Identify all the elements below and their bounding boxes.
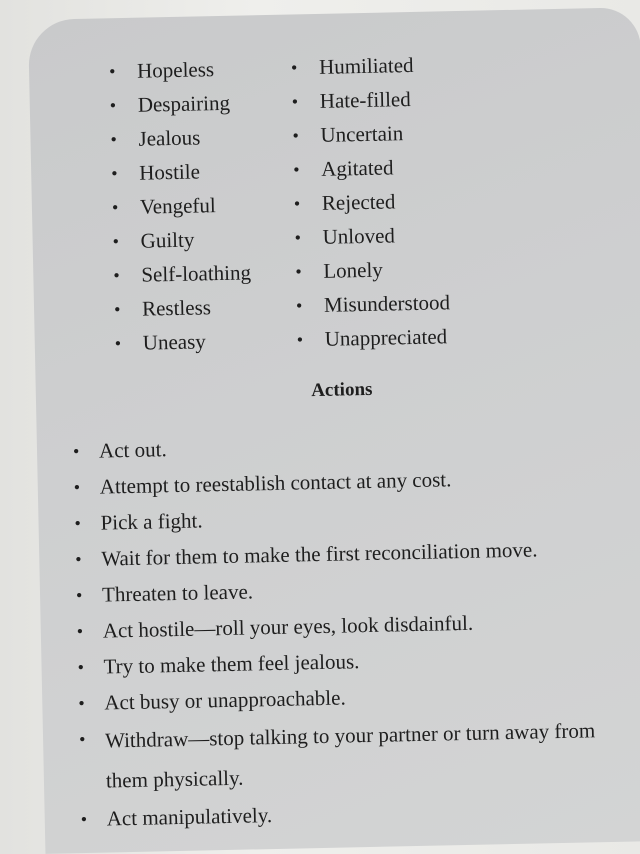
emotion-item	[113, 255, 252, 291]
emotion-item	[109, 85, 247, 121]
action-text: Act busy or unapproachable.	[104, 685, 346, 715]
bullet-icon: •	[109, 95, 117, 116]
bullet-icon: •	[75, 584, 83, 606]
emotion-label: Misunderstood	[323, 290, 451, 317]
emotion-item	[295, 285, 451, 322]
actions-heading: Actions	[310, 378, 373, 402]
bullet-icon: •	[111, 163, 118, 184]
emotions-list	[29, 43, 640, 376]
emotions-right-column	[290, 47, 451, 356]
bullet-icon: •	[113, 299, 121, 320]
emotion-item	[293, 183, 449, 220]
emotion-label: Hate-filled	[319, 87, 411, 113]
bullet-icon: •	[295, 295, 303, 316]
action-text: Withdraw—stop talking to your partner or turn away from them physically.	[104, 718, 596, 793]
emotion-label: Agitated	[320, 155, 394, 181]
bullet-icon: •	[291, 91, 299, 112]
bullet-icon: •	[78, 692, 85, 714]
bullet-icon: •	[75, 548, 82, 570]
action-text: Try to make them feel jealous.	[103, 649, 360, 679]
action-text: Wait for them to make the first reconciliation move.	[101, 537, 538, 571]
bullet-icon: •	[292, 125, 299, 146]
action-text: Act out.	[98, 437, 167, 463]
bullet-icon: •	[293, 193, 301, 214]
emotion-label: Lonely	[323, 257, 384, 283]
emotion-label: Jealous	[138, 125, 201, 151]
bullet-icon: •	[108, 61, 116, 82]
action-text: Threaten to leave.	[101, 579, 254, 607]
bullet-icon: •	[294, 227, 302, 248]
bullet-icon: •	[114, 333, 122, 354]
action-text: Act hostile—roll your eyes, look disdainful.	[102, 610, 474, 643]
emotion-item	[113, 289, 252, 325]
emotion-item	[296, 319, 451, 356]
bullet-icon: •	[110, 129, 118, 150]
bullet-icon: •	[113, 265, 120, 286]
emotion-item	[108, 51, 247, 87]
emotion-item	[112, 221, 250, 257]
emotion-label: Unloved	[322, 223, 396, 249]
emotion-item	[290, 47, 446, 84]
emotion-item	[110, 119, 248, 155]
emotions-left-column	[108, 51, 253, 359]
bullet-icon: •	[292, 159, 300, 180]
emotion-label: Restless	[141, 295, 212, 321]
bullet-icon: •	[77, 656, 85, 678]
emotion-label: Self-loathing	[141, 260, 252, 287]
emotion-item	[295, 251, 450, 288]
bullet-icon: •	[76, 620, 84, 642]
emotion-label: Hopeless	[136, 57, 215, 83]
emotion-label: Vengeful	[139, 193, 216, 219]
bullet-icon: •	[74, 513, 82, 534]
bullet-icon: •	[295, 261, 302, 282]
bullet-icon: •	[112, 231, 120, 252]
emotion-item	[111, 187, 250, 223]
emotion-label: Uneasy	[142, 329, 207, 355]
emotion-label: Unappreciated	[324, 324, 448, 351]
action-text: Act manipulatively.	[106, 803, 273, 831]
emotion-label: Guilty	[140, 227, 195, 253]
emotion-item	[294, 217, 449, 254]
bullet-icon: •	[72, 441, 80, 462]
emotion-label: Despairing	[137, 90, 231, 117]
actions-list	[72, 422, 627, 837]
emotion-item	[292, 149, 448, 186]
emotion-label: Humiliated	[318, 52, 414, 79]
bullet-icon: •	[78, 728, 86, 750]
emotion-item	[292, 115, 447, 152]
action-text: Attempt to reestablish contact at any cost.	[99, 467, 452, 499]
action-text: Pick a fight.	[100, 508, 203, 535]
bullet-icon: •	[111, 197, 119, 218]
bullet-icon: •	[73, 477, 81, 498]
emotion-item	[114, 323, 252, 359]
book-page-card	[28, 7, 640, 854]
bullet-icon: •	[296, 329, 304, 350]
emotion-label: Rejected	[321, 189, 396, 215]
bullet-icon: •	[290, 57, 298, 78]
emotion-item	[111, 153, 249, 189]
emotion-item	[291, 81, 446, 118]
bullet-icon: •	[80, 808, 88, 830]
emotion-label: Hostile	[138, 159, 201, 185]
emotion-label: Uncertain	[320, 121, 404, 147]
action-item	[78, 710, 627, 801]
